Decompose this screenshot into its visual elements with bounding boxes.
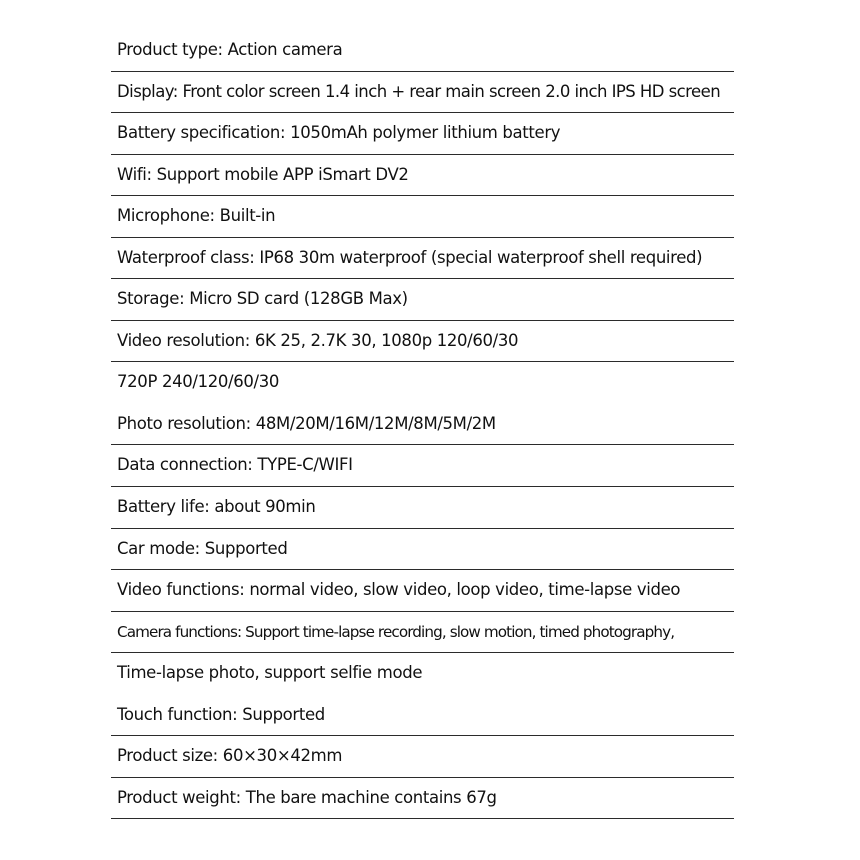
spec-text: Product type: Action camera bbox=[117, 40, 343, 59]
spec-line-video-resolution-continued bbox=[111, 362, 734, 404]
spec-line-wifi bbox=[111, 155, 734, 197]
spec-line-video-functions bbox=[111, 570, 734, 612]
spec-line-battery-life bbox=[111, 487, 734, 529]
spec-line-storage bbox=[111, 279, 734, 321]
spec-line-display bbox=[111, 72, 734, 114]
spec-line-touch-function bbox=[111, 695, 734, 737]
spec-text: Display: Front color screen 1.4 inch + rear main screen 2.0 inch IPS HD screen bbox=[117, 81, 721, 101]
spec-text: Product weight: The bare machine contains 67g bbox=[117, 787, 497, 807]
spec-text: Video resolution: 6K 25, 2.7K 30, 1080p 120/60/30 bbox=[117, 330, 519, 350]
spec-line-photo-resolution bbox=[111, 404, 734, 446]
spec-text: Storage: Micro SD card (128GB Max) bbox=[117, 289, 408, 309]
spec-text: Wifi: Support mobile APP iSmart DV2 bbox=[117, 164, 409, 184]
spec-text: Car mode: Supported bbox=[117, 538, 288, 558]
spec-text: Battery life: about 90min bbox=[117, 497, 316, 517]
spec-text: Battery specification: 1050mAh polymer lithium battery bbox=[117, 123, 561, 143]
spec-line-video-resolution bbox=[111, 321, 734, 363]
spec-text: Waterproof class: IP68 30m waterproof (special waterproof shell required) bbox=[117, 247, 703, 267]
spec-text: Data connection: TYPE-C/WIFI bbox=[117, 455, 353, 475]
spec-text: Time-lapse photo, support selfie mode bbox=[117, 663, 423, 683]
spec-text: Camera functions: Support time-lapse recording, slow motion, timed photography, bbox=[117, 622, 675, 641]
spec-text: Video functions: normal video, slow video, loop video, time-lapse video bbox=[117, 580, 681, 600]
spec-line-product-weight bbox=[111, 778, 734, 820]
spec-line-battery bbox=[111, 113, 734, 155]
spec-text: Photo resolution: 48M/20M/16M/12M/8M/5M/2M bbox=[117, 413, 496, 433]
spec-text: Microphone: Built-in bbox=[117, 206, 276, 226]
spec-text: Product size: 60×30×42mm bbox=[117, 746, 343, 766]
spec-line-product-type bbox=[111, 30, 734, 72]
spec-line-data-connection bbox=[111, 445, 734, 487]
spec-line-product-size bbox=[111, 736, 734, 778]
spec-line-camera-functions-continued bbox=[111, 653, 734, 695]
spec-line-car-mode bbox=[111, 529, 734, 571]
spec-text: Touch function: Supported bbox=[117, 704, 325, 724]
spec-text: 720P 240/120/60/30 bbox=[117, 372, 280, 392]
spec-sheet bbox=[111, 30, 734, 819]
spec-line-microphone bbox=[111, 196, 734, 238]
spec-line-camera-functions bbox=[111, 612, 734, 654]
spec-line-waterproof bbox=[111, 238, 734, 280]
